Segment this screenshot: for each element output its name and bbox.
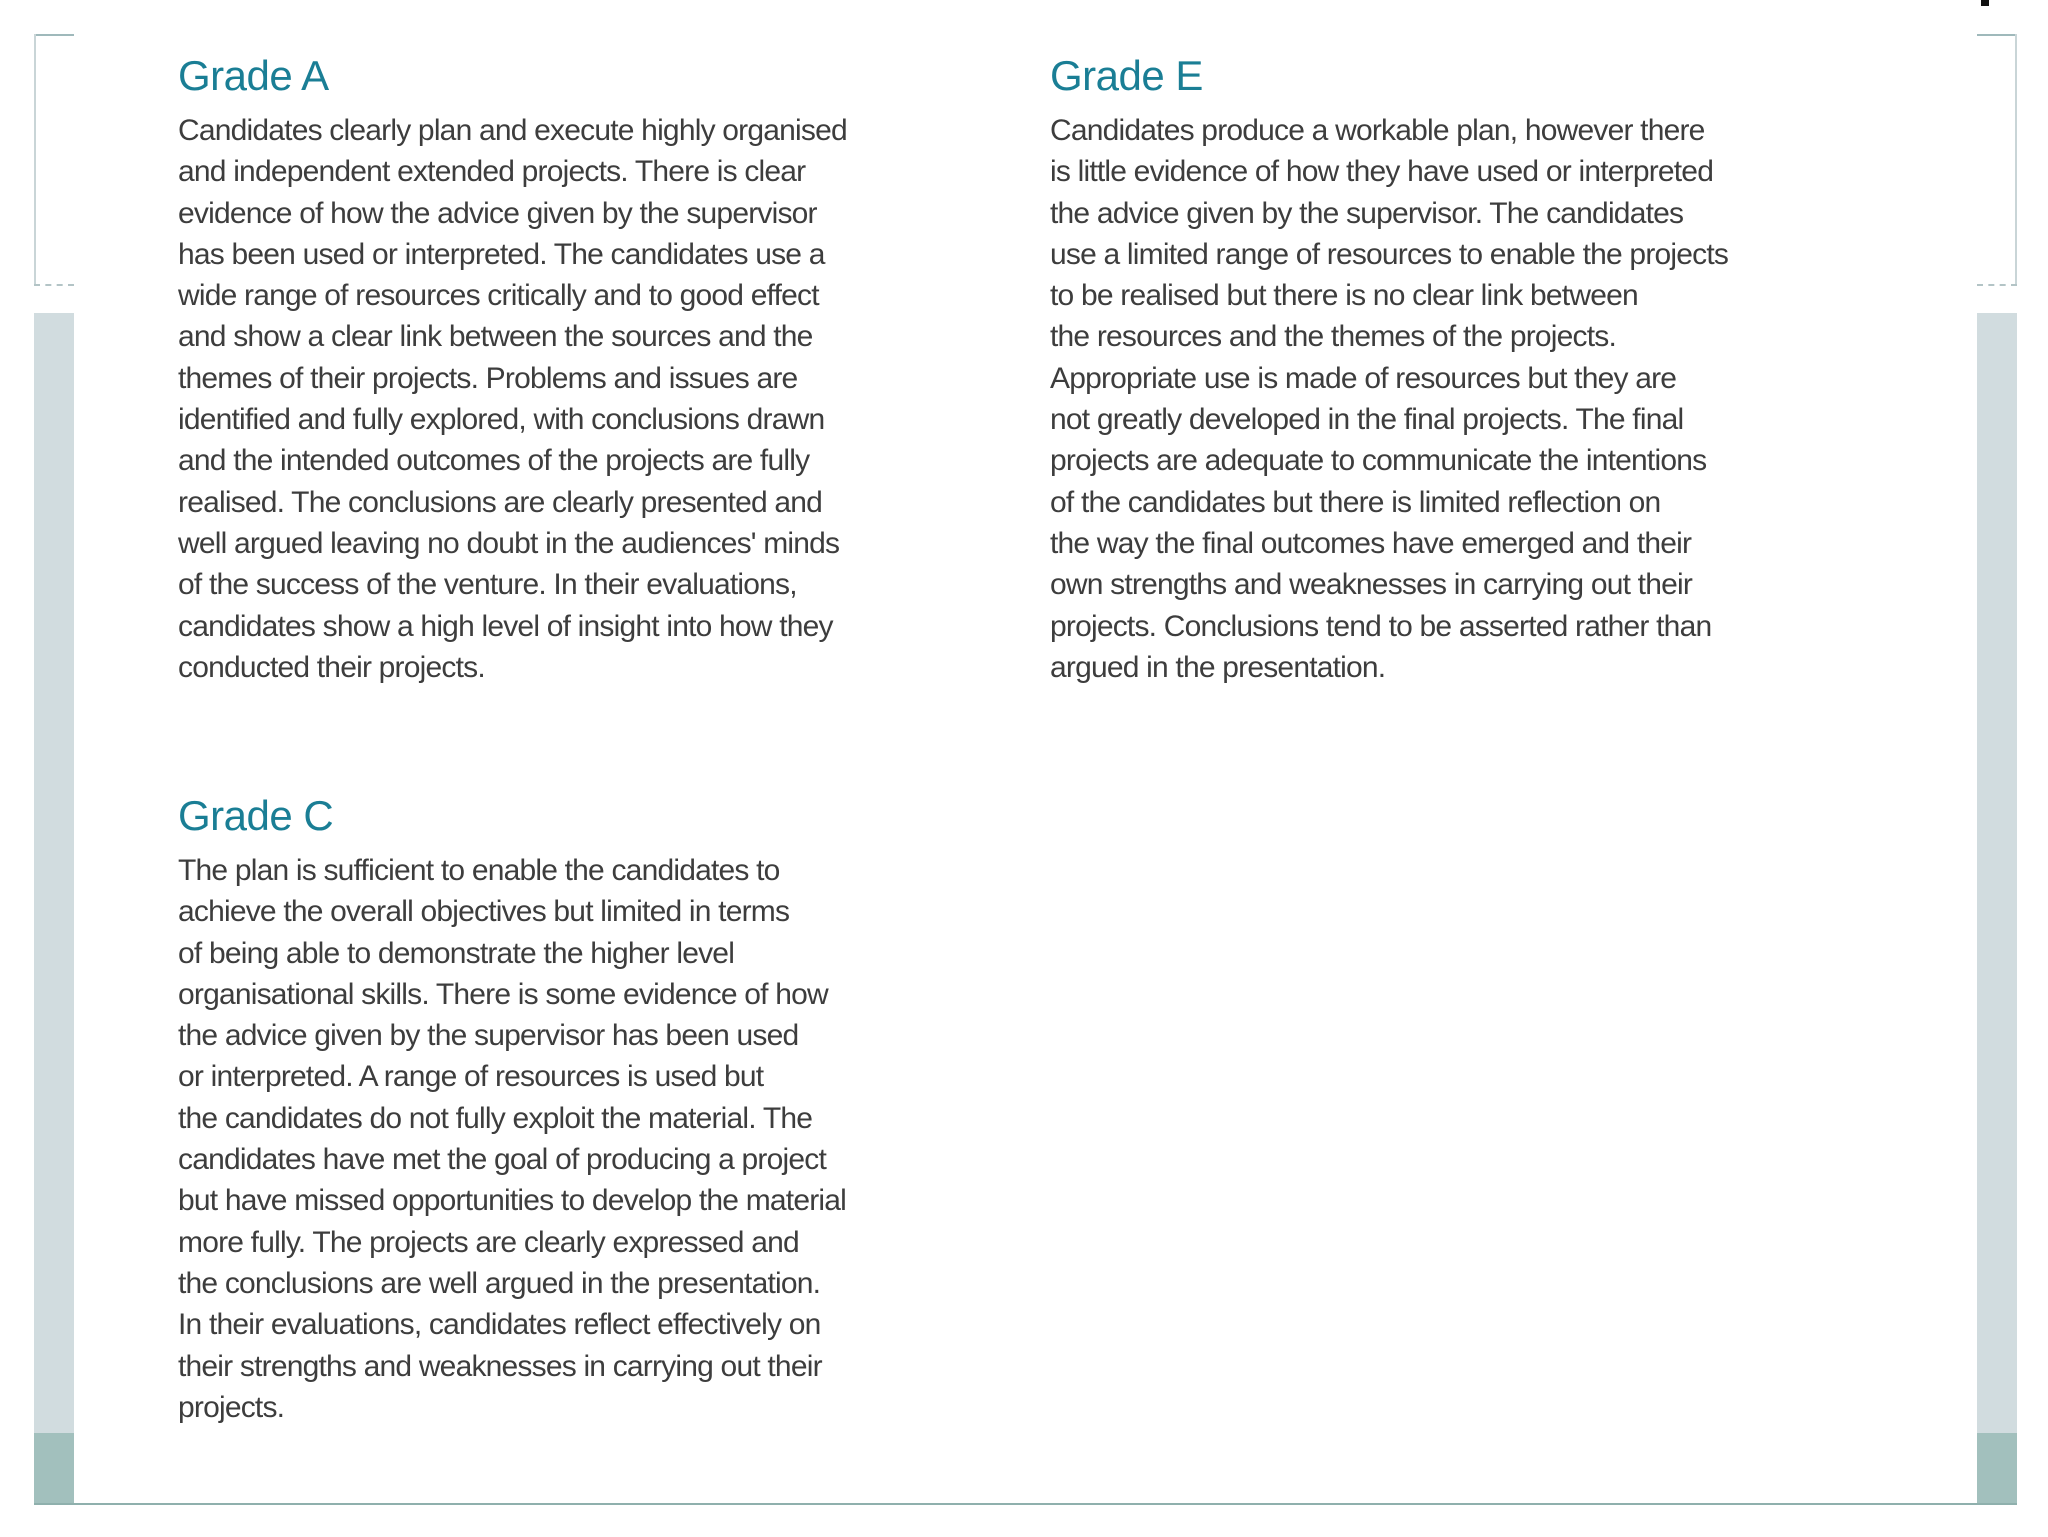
grade-a-description: Candidates clearly plan and execute highly organised and independent extended projects. There is clear evidence of how the advice given by the supervisor has been used or interpreted. The candidates use a wide range of resources critically and to good effect and show a clear link between the sources and the themes of their projects. Problems and issues are identified and fully explored, with conclusions drawn and the intended outcomes of the projects are fully realised. The conclusions are clearly presented and well argued leaving no doubt in the audiences' minds of the success of the venture. In their evaluations, candidates show a high level of insight into how they conducted their projects.	[178, 114, 847, 684]
frame-left-edge	[34, 34, 36, 284]
corner-mark	[1981, 0, 1989, 6]
frame-right-band	[1977, 313, 2017, 1433]
document-page	[74, 36, 1977, 1503]
frame-right-edge	[2015, 34, 2017, 284]
grade-a-section	[178, 50, 1018, 688]
frame-top-left-edge	[34, 34, 74, 36]
frame-left-band	[34, 313, 74, 1433]
grade-c-description: The plan is sufficient to enable the candidates to achieve the overall objectives but limited in terms of being able to demonstrate the higher level organisational skills. There is some evidence of how the advice given by the supervisor has been used or interpreted. A range of resources is used but the candidates do not fully exploit the material. The candidates have met the goal of producing a project but have missed opportunities to develop the material more fully. The projects are clearly expressed and the conclusions are well argued in the presentation. In their evaluations, candidates reflect effectively on their strengths and weaknesses in carrying out their projects.	[178, 854, 847, 1424]
frame-top-right-edge	[1977, 34, 2017, 36]
frame-left-dash	[34, 284, 74, 286]
frame-bottom-edge	[34, 1503, 2017, 1505]
grade-e-heading: Grade E	[1050, 52, 1203, 99]
grade-a-heading: Grade A	[178, 52, 329, 99]
frame-left-footer-block	[34, 1433, 74, 1504]
grade-e-section	[1050, 50, 1930, 688]
grade-c-section	[178, 790, 1018, 1428]
frame-right-footer-block	[1977, 1433, 2017, 1504]
grade-e-description: Candidates produce a workable plan, however there is little evidence of how they have used or interpreted the advice given by the supervisor. The candidates use a limited range of resources to enable the projects to be realised but there is no clear link between the resources and the themes of the projects. Appropriate use is made of resources but they are not greatly developed in the final projects. The final projects are adequate to communicate the intentions of the candidates but there is limited reflection on the way the final outcomes have emerged and their own strengths and weaknesses in carrying out their projects. Conclusions tend to be asserted rather than argued in the presentation.	[1050, 114, 1729, 684]
grade-c-heading: Grade C	[178, 792, 334, 839]
frame-right-dash	[1977, 284, 2017, 286]
